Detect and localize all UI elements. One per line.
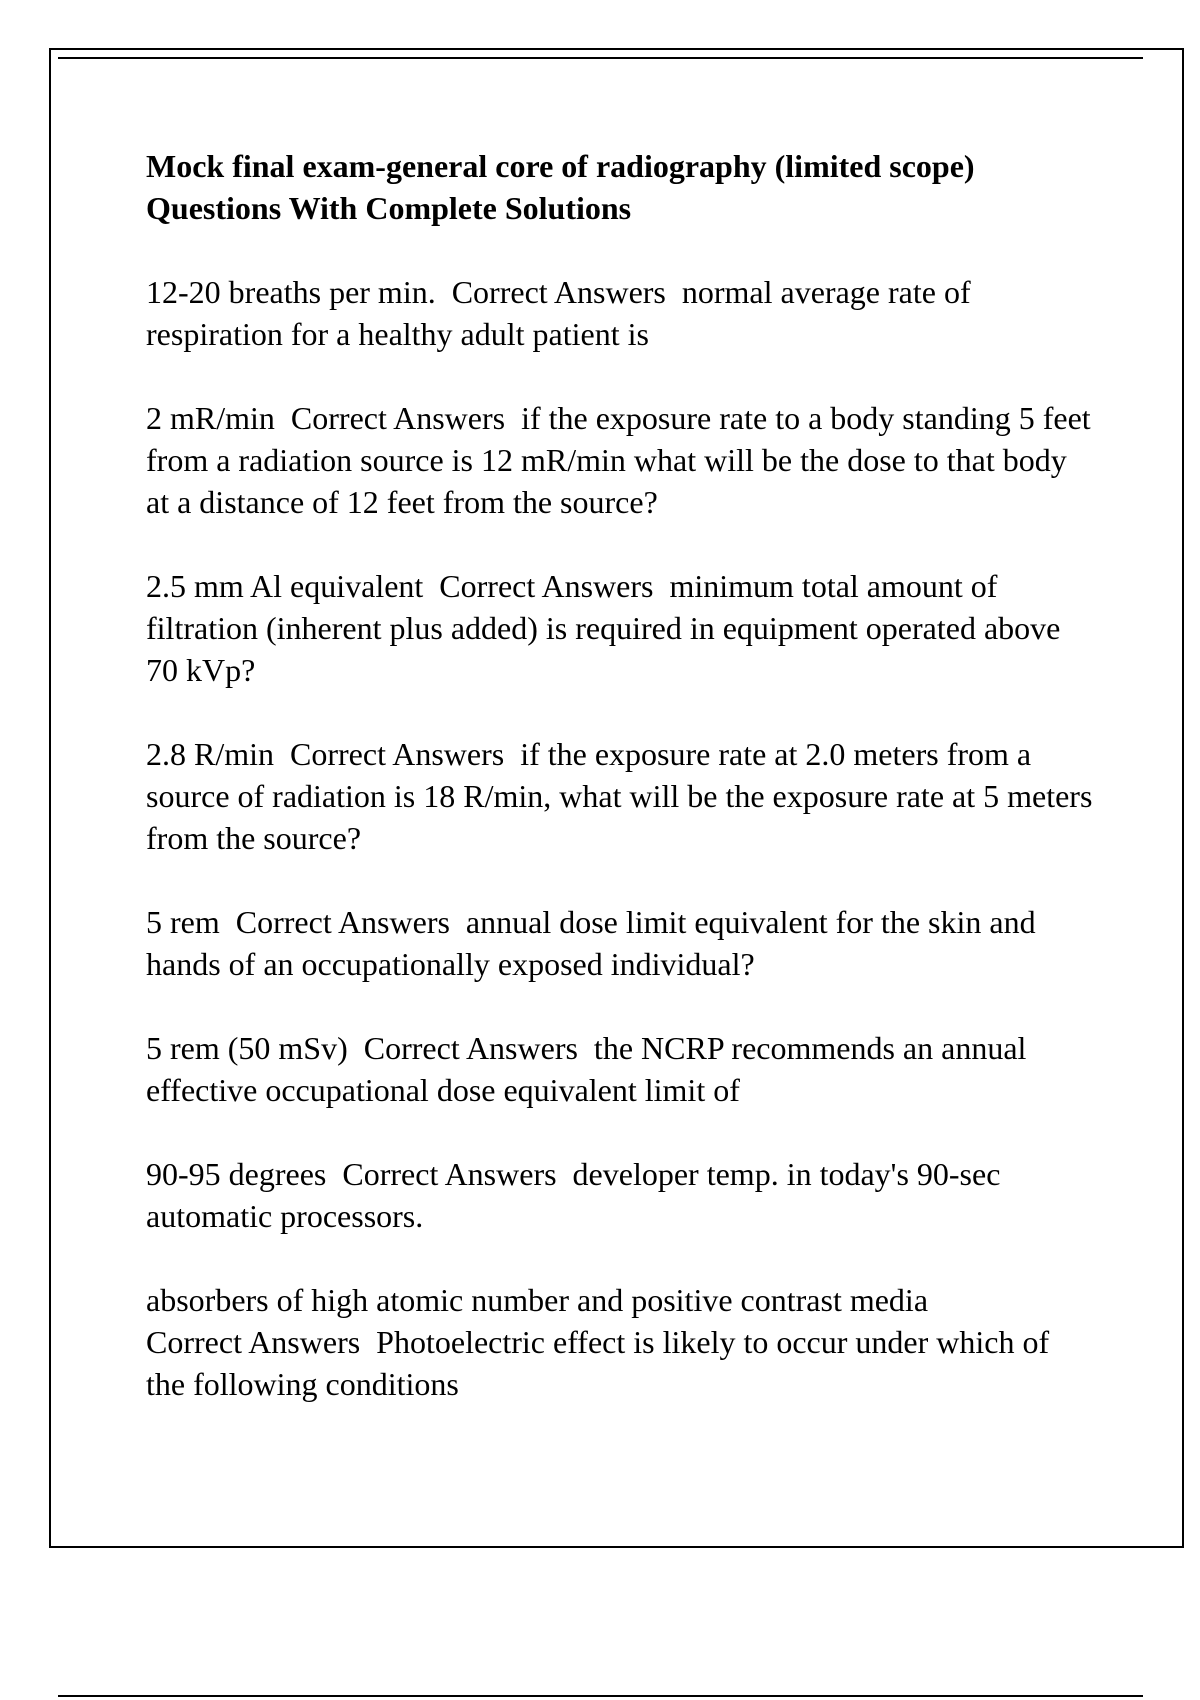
qa-item [146, 565, 1096, 691]
answer-text: 90-95 degrees [146, 1156, 327, 1192]
question-text: the NCRP recommends an annual effective occupational dose equivalent limit of [146, 1030, 1027, 1108]
document-title [146, 145, 1096, 229]
answer-text: 2.8 R/min [146, 736, 275, 772]
footer-rule [58, 1695, 1143, 1697]
qa-item [146, 271, 1096, 355]
document-body [146, 145, 1096, 1447]
answer-text: 12-20 breaths per min. [146, 274, 436, 310]
question-text: Photoelectric effect is likely to occur under which of the following conditions [146, 1324, 1050, 1402]
question-text: annual dose limit equivalent for the skin and hands of an occupationally exposed individual? [146, 904, 1036, 982]
qa-item [146, 901, 1096, 985]
answer-text: 2 mR/min [146, 400, 275, 436]
qa-item [146, 1027, 1096, 1111]
correct-answers-label: Correct Answers [290, 736, 505, 772]
question-text: normal average rate of respiration for a healthy adult patient is [146, 274, 971, 352]
title-line-1: Mock final exam-general core of radiography (limited scope) [146, 148, 975, 184]
qa-item [146, 1279, 1096, 1405]
answer-text: 5 rem (50 mSv) [146, 1030, 348, 1066]
correct-answers-label: Correct Answers [235, 904, 450, 940]
answer-text: absorbers of high atomic number and positive contrast media [146, 1282, 929, 1318]
correct-answers-label: Correct Answers [342, 1156, 557, 1192]
question-text: if the exposure rate to a body standing 5 feet from a radiation source is 12 mR/min what will be the dose to that body at a distance of 12 feet from the source? [146, 400, 1091, 520]
question-text: if the exposure rate at 2.0 meters from a source of radiation is 18 R/min, what will be the exposure rate at 5 meters from the source? [146, 736, 1093, 856]
correct-answers-label: Correct Answers [439, 568, 654, 604]
qa-item [146, 733, 1096, 859]
correct-answers-label: Correct Answers [451, 274, 666, 310]
correct-answers-label: Correct Answers [363, 1030, 578, 1066]
correct-answers-label: Correct Answers [146, 1324, 361, 1360]
title-line-2: Questions With Complete Solutions [146, 190, 632, 226]
header-rule [58, 57, 1143, 59]
question-text: developer temp. in today's 90-sec automatic processors. [146, 1156, 1001, 1234]
correct-answers-label: Correct Answers [290, 400, 506, 436]
question-text: minimum total amount of filtration (inherent plus added) is required in equipment operated above 70 kVp? [146, 568, 1061, 688]
qa-item [146, 1153, 1096, 1237]
answer-text: 5 rem [146, 904, 220, 940]
qa-item [146, 397, 1096, 523]
answer-text: 2.5 mm Al equivalent [146, 568, 424, 604]
